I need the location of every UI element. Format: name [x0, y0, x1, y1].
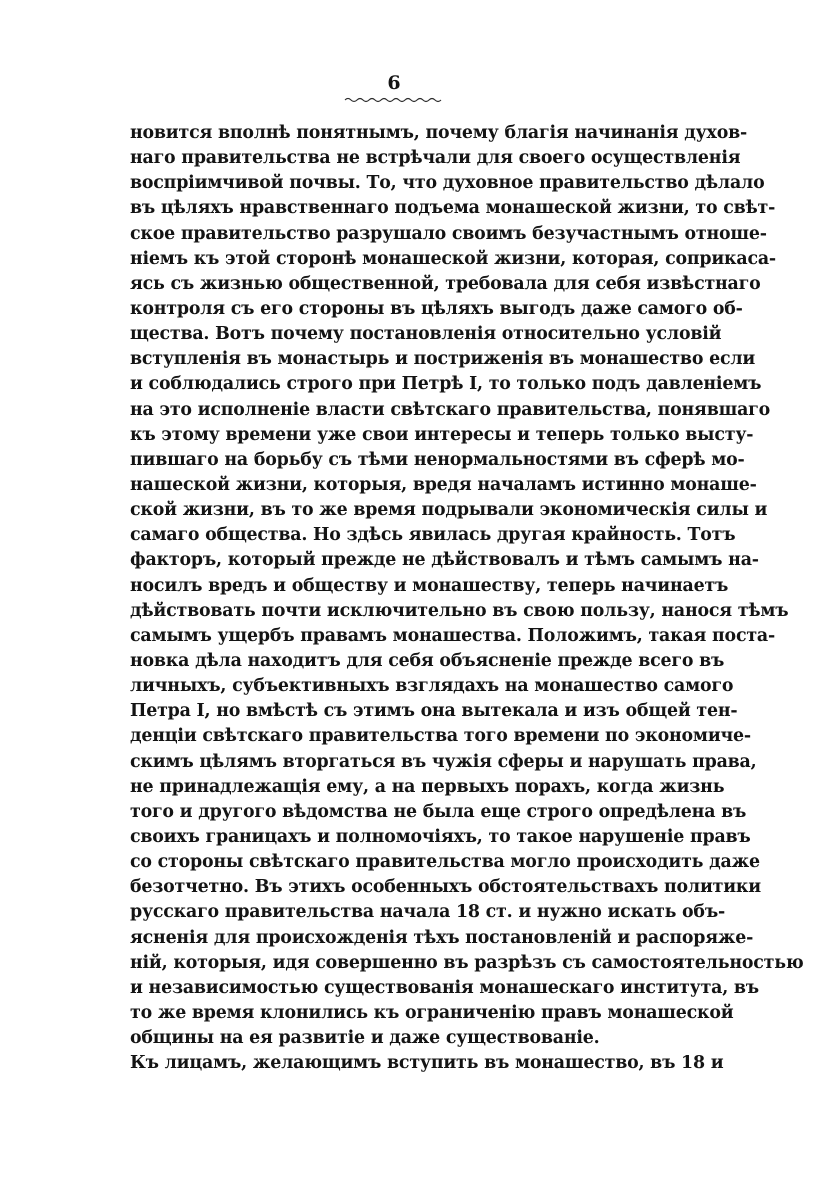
text-line: щества. Вотъ почему постановленія относительно условій [130, 324, 722, 345]
text-line: со стороны свѣтскаго правительства могло происходить даже [130, 852, 760, 873]
text-line: денціи свѣтскаго правительства того времени по экономиче- [130, 726, 751, 747]
text-line: къ этому времени уже свои интересы и теперь только высту- [130, 424, 754, 445]
text-line: вступленія въ монастырь и постриженія въ монашество если [130, 349, 756, 370]
text-line: контроля съ его стороны въ цѣляхъ выгодъ даже самого об- [130, 298, 743, 319]
text-line: самаго общества. Но здѣсь явилась другая крайность. Тотъ [130, 525, 736, 546]
text-line: не принадлежащія ему, а на первыхъ порахъ, когда жизнь [130, 776, 725, 797]
text-line: на это исполненіе власти свѣтскаго правительства, понявшаго [130, 399, 771, 420]
text-line: пившаго на борьбу съ тѣми ненормальностями въ сферѣ мо- [130, 449, 745, 470]
text-line: личныхъ, субъективныхъ взглядахъ на монашество самого [130, 676, 734, 697]
page-number: 6 [387, 72, 401, 94]
text-line: воспріимчивой почвы. То, что духовное правительство дѣлало [130, 173, 765, 194]
body-text [130, 121, 804, 1076]
text-line: новится вполнѣ понятнымъ, почему благія начинанія духов- [130, 123, 748, 143]
text-line: и независимостью существованія монашескаго института, въ [130, 977, 759, 998]
paragraph-start-line: Къ лицамъ, желающимъ вступить въ монашество, въ 18 и [130, 1053, 724, 1074]
text-line: того и другого вѣдомства не была еще строго опредѣлена въ [130, 801, 747, 822]
text-line: самымъ ущербъ правамъ монашества. Положимъ, такая поста- [130, 625, 776, 646]
text-line: новка дѣла находитъ для себя объясненіе прежде всего въ [130, 650, 725, 671]
text-line: скимъ цѣлямъ вторгаться въ чужія сферы и нарушать права, [130, 751, 757, 772]
text-line: своихъ границахъ и полномочіяхъ, то такое нарушеніе правъ [130, 826, 751, 847]
text-line: носилъ вредъ и обществу и монашеству, теперь начинаетъ [130, 575, 729, 596]
text-line: Петра I, но вмѣстѣ съ этимъ она вытекала и изъ общей тен- [130, 701, 738, 722]
text-line: общины на ея развитіе и даже существованіе. [130, 1028, 600, 1049]
text-line: русскаго правительства начала 18 ст. и нужно искать объ- [130, 902, 725, 923]
text-line: ній, которыя, идя совершенно въ разрѣзъ съ самостоятельностью [130, 952, 804, 973]
text-line: ской жизни, въ то же время подрывали экономическія силы и [130, 500, 768, 521]
text-line: факторъ, который прежде не дѣйствовалъ и тѣмъ самымъ на- [130, 550, 759, 571]
text-line: ясненія для происхожденія тѣхъ постановленій и распоряже- [130, 927, 754, 948]
text-line: безотчетно. Въ этихъ особенныхъ обстоятельствахъ политики [130, 877, 761, 898]
text-line: наго правительства не встрѣчали для своего осуществленія [130, 148, 741, 169]
text-line: ясь съ жизнью общественной, требовала для себя извѣстнаго [130, 273, 761, 294]
page-number-ornament [344, 96, 442, 104]
text-line: въ цѣляхъ нравственнаго подъема монашеской жизни, то свѣт- [130, 198, 776, 219]
text-line: дѣйствовать почти исключительно въ свою пользу, нанося тѣмъ [130, 600, 789, 621]
text-line: ское правительство разрушало своимъ безучастнымъ отноше- [130, 223, 767, 244]
text-line: нашеской жизни, которыя, вредя началамъ истинно монаше- [130, 474, 757, 495]
text-line: и соблюдались строго при Петрѣ I, то только подъ давленіемъ [130, 374, 762, 395]
text-line: то же время клонились къ ограниченію правъ монашеской [130, 1002, 734, 1023]
text-line: ніемъ къ этой сторонѣ монашеской жизни, которая, соприкаса- [130, 248, 776, 269]
